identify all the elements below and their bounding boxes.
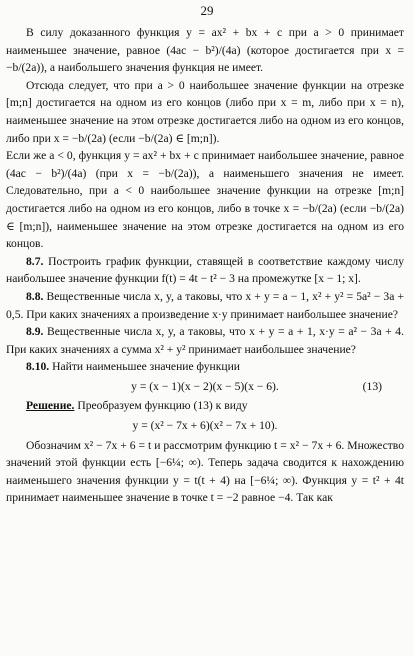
problem-number: 8.9. [26, 325, 44, 339]
equation-number: (13) [362, 379, 382, 393]
problem-text: Построить график функции, ставящей в соответствие каждому числу наибольшее значение функции f(t) = 4t − t² − 3 на промежутке [x − 1; x]. [6, 254, 404, 286]
solution-equation: y = (x² − 7x + 6)(x² − 7x + 10). [132, 419, 278, 433]
page-number: 29 [200, 3, 214, 18]
paragraph-1: В силу доказанного функция y = ax² + bx + c при a > 0 принимает наименьшее значение, равное (4ac − b²)/(4a) (которое достигается при x = −b/(2a)), а наибольшего значения функция не имеет. [6, 26, 404, 75]
solution-label: Решение. [26, 399, 75, 413]
problem-8-8 [6, 288, 404, 323]
problem-number: 8.7. [26, 254, 44, 268]
problem-8-10 [6, 358, 404, 376]
problem-number: 8.8. [26, 289, 44, 303]
problem-8-9 [6, 323, 404, 358]
paragraph-2: Отсюда следует, что при a > 0 наибольшее значение функции на отрезке [m;n] достигается на одном из его концов (либо при x = m, либо при x = n), наименьшее значение на этом отрезке достигается либо на одном из его концов, либо при x = −b/(2a) (если −b/(2a) ∈ [m;n]). [6, 78, 404, 145]
equation: y = (x − 1)(x − 2)(x − 5)(x − 6). [131, 379, 279, 393]
solution [6, 397, 404, 415]
problem-8-7 [6, 253, 404, 288]
problem-text: Найти наименьшее значение функции [52, 360, 240, 374]
problem-number: 8.10. [26, 360, 50, 374]
problem-text: Вещественные числа x, y, a таковы, что x + y = a + 1, x·y = a² − 3a + 4. При каких значениях a сумма x² + y² принимает наибольшее значение? [6, 325, 404, 356]
page-body [6, 24, 404, 507]
paragraph-3: Если же a < 0, функция y = ax² + bx + c принимает наибольшее значение, равное (4ac − b²)/(4a) (при x = −b/(2a)), а наименьшего значения не имеет. Следовательно, при a < 0 наибольшее значение функции на отрезке [m;n] достигается либо на одном из его концов, либо в точке x = −b/(2a) (если −b/(2a) ∈ [m;n]), наименьшее значение на этом отрезке достигается на одном из его концов. [6, 149, 404, 251]
equation-13 [6, 378, 404, 396]
solution-intro: Преобразуем функцию (13) к виду [77, 399, 248, 413]
solution-text: Обозначим x² − 7x + 6 = t и рассмотрим функцию t = x² − 7x + 6. Множество значений этой функции есть [−6¼; ∞). Теперь задача сводится к нахождению наименьшего значения функции y = t(t + 4) на [−6¼; ∞). Функция y = t² + 4t принимает наименьшее значение в точке t = −2 равное −4. Так как [6, 438, 404, 505]
problem-text: Вещественные числа x, y, a таковы, что x + y = a − 1, x² + y² = 5a² − 3a + 0,5. При каких значениях a произведение x·y принимает наибольшее значение? [6, 289, 404, 321]
